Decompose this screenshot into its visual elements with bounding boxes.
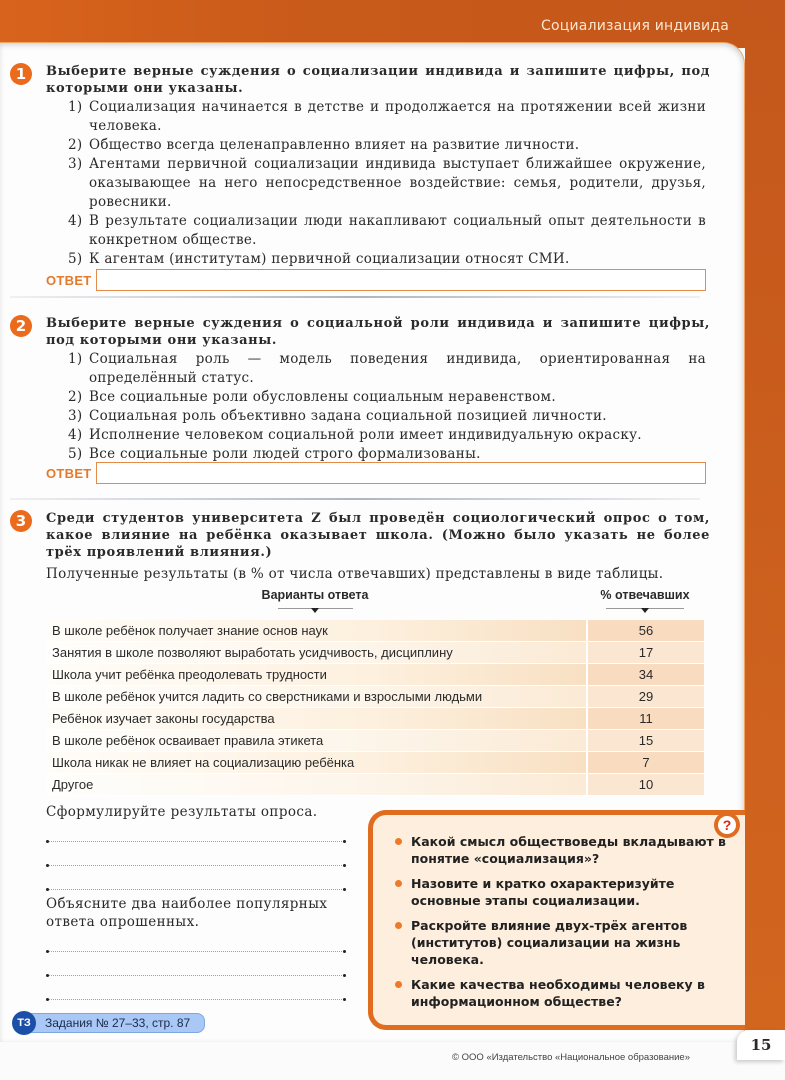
percent-cell: 29: [586, 686, 704, 707]
survey-table: [46, 620, 704, 796]
option-number: 5): [68, 251, 83, 267]
table-row: [46, 642, 704, 664]
textbook-reference[interactable]: [12, 1011, 205, 1035]
percent-cell: 34: [586, 664, 704, 685]
option-item: [68, 155, 710, 212]
table-row: [46, 730, 704, 752]
percent-cell: 10: [586, 774, 704, 795]
answer-label: ОТВЕТ: [46, 465, 92, 481]
tz-badge-icon: ТЗ: [12, 1011, 36, 1035]
percent-cell: 15: [586, 730, 704, 751]
option-cell: Другое: [46, 774, 586, 795]
task-intro: Полученные результаты (в % от числа отвечавших) представлены в виде таблицы.: [46, 566, 664, 582]
review-questions-box: [368, 810, 745, 1030]
table-row: [46, 774, 704, 796]
option-text: Общество всегда целенаправленно влияет на развитие личности.: [89, 137, 580, 153]
writing-line[interactable]: [46, 853, 346, 877]
table-row: [46, 686, 704, 708]
section-divider: [10, 296, 700, 298]
option-text: Социальная роль объективно задана социальной позицией личности.: [89, 408, 607, 424]
option-item: [68, 426, 710, 445]
percent-cell: 56: [586, 620, 704, 641]
percent-cell: 11: [586, 708, 704, 729]
review-question: Раскройте влияние двух-трёх агентов (институтов) социализации на жизнь человека.: [393, 917, 745, 968]
answer-label: ОТВЕТ: [46, 272, 92, 288]
task-question: Среди студентов университета Z был проведён социологический опрос о том, какое влияние на ребёнка оказывает школа. (Можно было указать не более трёх проявлений влияния.): [46, 511, 710, 560]
copyright: © ООО «Издательство «Национальное образование»: [452, 1052, 690, 1063]
table-row: [46, 664, 704, 686]
question-mark-glyph: ?: [718, 816, 736, 834]
option-text: Агентами первичной социализации индивида выступает ближайшее окружение, оказывающее на него непосредственное воздействие: семья, родители, друзья, ровесники.: [89, 156, 706, 210]
task-3: [10, 510, 710, 583]
percent-cell: 17: [586, 642, 704, 663]
option-item: [68, 136, 710, 155]
option-cell: В школе ребёнок осваивает правила этикета: [46, 730, 586, 751]
option-text: Все социальные роли обусловлены социальным неравенством.: [89, 389, 556, 405]
option-cell: Занятия в школе позволяют выработать усидчивость, дисциплину: [46, 642, 586, 663]
write-prompt: Объясните два наиболее популярных ответа опрошенных.: [46, 896, 328, 930]
task-question: Выберите верные суждения о социальной роли индивида и запишите цифры, под которыми они указаны.: [46, 316, 710, 348]
task-number-badge: 3: [10, 510, 32, 532]
percent-cell: 7: [586, 752, 704, 773]
write-area-explain: [46, 895, 346, 1011]
writing-line[interactable]: [46, 939, 346, 963]
task-number-badge: 2: [10, 315, 32, 337]
option-cell: Ребёнок изучает законы государства: [46, 708, 586, 729]
option-number: 2): [68, 137, 83, 153]
option-number: 5): [68, 446, 83, 462]
writing-line[interactable]: [46, 963, 346, 987]
option-text: Исполнение человеком социальной роли имеет индивидуальную окраску.: [89, 427, 642, 443]
answer-row-1: [46, 269, 706, 291]
option-number: 3): [68, 408, 83, 424]
option-text: В результате социализации люди накапливают социальный опыт деятельности в конкретном обществе.: [89, 213, 706, 248]
header-arrow-icon: [606, 608, 684, 609]
option-item: [68, 98, 710, 136]
task-number-badge: 1: [10, 63, 32, 85]
option-number: 4): [68, 213, 83, 229]
option-item: [68, 250, 710, 269]
option-number: 1): [68, 99, 83, 115]
task-options: [68, 98, 710, 269]
writing-line[interactable]: [46, 987, 346, 1011]
task-2: [10, 315, 710, 464]
table-row: [46, 620, 704, 642]
option-cell: В школе ребёнок получает знание основ наук: [46, 620, 586, 641]
option-text: Социализация начинается в детстве и продолжается на протяжении всей жизни человека.: [89, 99, 706, 134]
table-header-option: [250, 588, 380, 609]
option-cell: Школа никак не влияет на социализацию ребёнка: [46, 752, 586, 773]
header-arrow-icon: [278, 608, 353, 609]
task-1: [10, 63, 710, 269]
option-text: К агентам (институтам) первичной социализации относят СМИ.: [89, 251, 570, 267]
answer-input-2[interactable]: [96, 462, 706, 484]
answer-row-2: [46, 462, 706, 484]
option-item: [68, 350, 710, 388]
textbook-reference-text: Задания № 27–33, стр. 87: [28, 1013, 205, 1033]
option-cell: Школа учит ребёнка преодолевать трудности: [46, 664, 586, 685]
section-divider: [10, 498, 700, 500]
option-number: 2): [68, 389, 83, 405]
task-question: Выберите верные суждения о социализации индивида и запишите цифры, под которыми они указаны.: [46, 64, 710, 96]
review-questions-list: [393, 833, 745, 1010]
write-prompt: Сформулируйте результаты опроса.: [46, 804, 318, 820]
table-row: [46, 708, 704, 730]
option-number: 3): [68, 156, 83, 172]
column-header-label: Варианты ответа: [261, 588, 369, 602]
review-question: Какой смысл обществоведы вкладывают в понятие «социализация»?: [393, 833, 745, 867]
option-number: 1): [68, 351, 83, 367]
option-item: [68, 407, 710, 426]
writing-line[interactable]: [46, 829, 346, 853]
option-text: Социальная роль — модель поведения индивида, ориентированная на определённый статус.: [89, 351, 706, 386]
answer-input-1[interactable]: [96, 269, 706, 291]
option-item: [68, 388, 710, 407]
table-header-percent: [590, 588, 700, 609]
column-header-label: % отвечавших: [600, 588, 690, 602]
review-question: Назовите и кратко охарактеризуйте основные этапы социализации.: [393, 875, 745, 909]
right-margin-band: [745, 0, 785, 1030]
chapter-title: Социализация индивида: [541, 18, 729, 34]
write-area-results: [46, 803, 346, 901]
page-number: 15: [737, 1030, 785, 1060]
option-text: Все социальные роли людей строго формализованы.: [89, 446, 481, 462]
review-question: Какие качества необходимы человеку в информационном обществе?: [393, 976, 745, 1010]
option-item: [68, 212, 710, 250]
table-row: [46, 752, 704, 774]
option-number: 4): [68, 427, 83, 443]
option-cell: В школе ребёнок учится ладить со сверстниками и взрослыми людьми: [46, 686, 586, 707]
task-options: [68, 350, 710, 464]
